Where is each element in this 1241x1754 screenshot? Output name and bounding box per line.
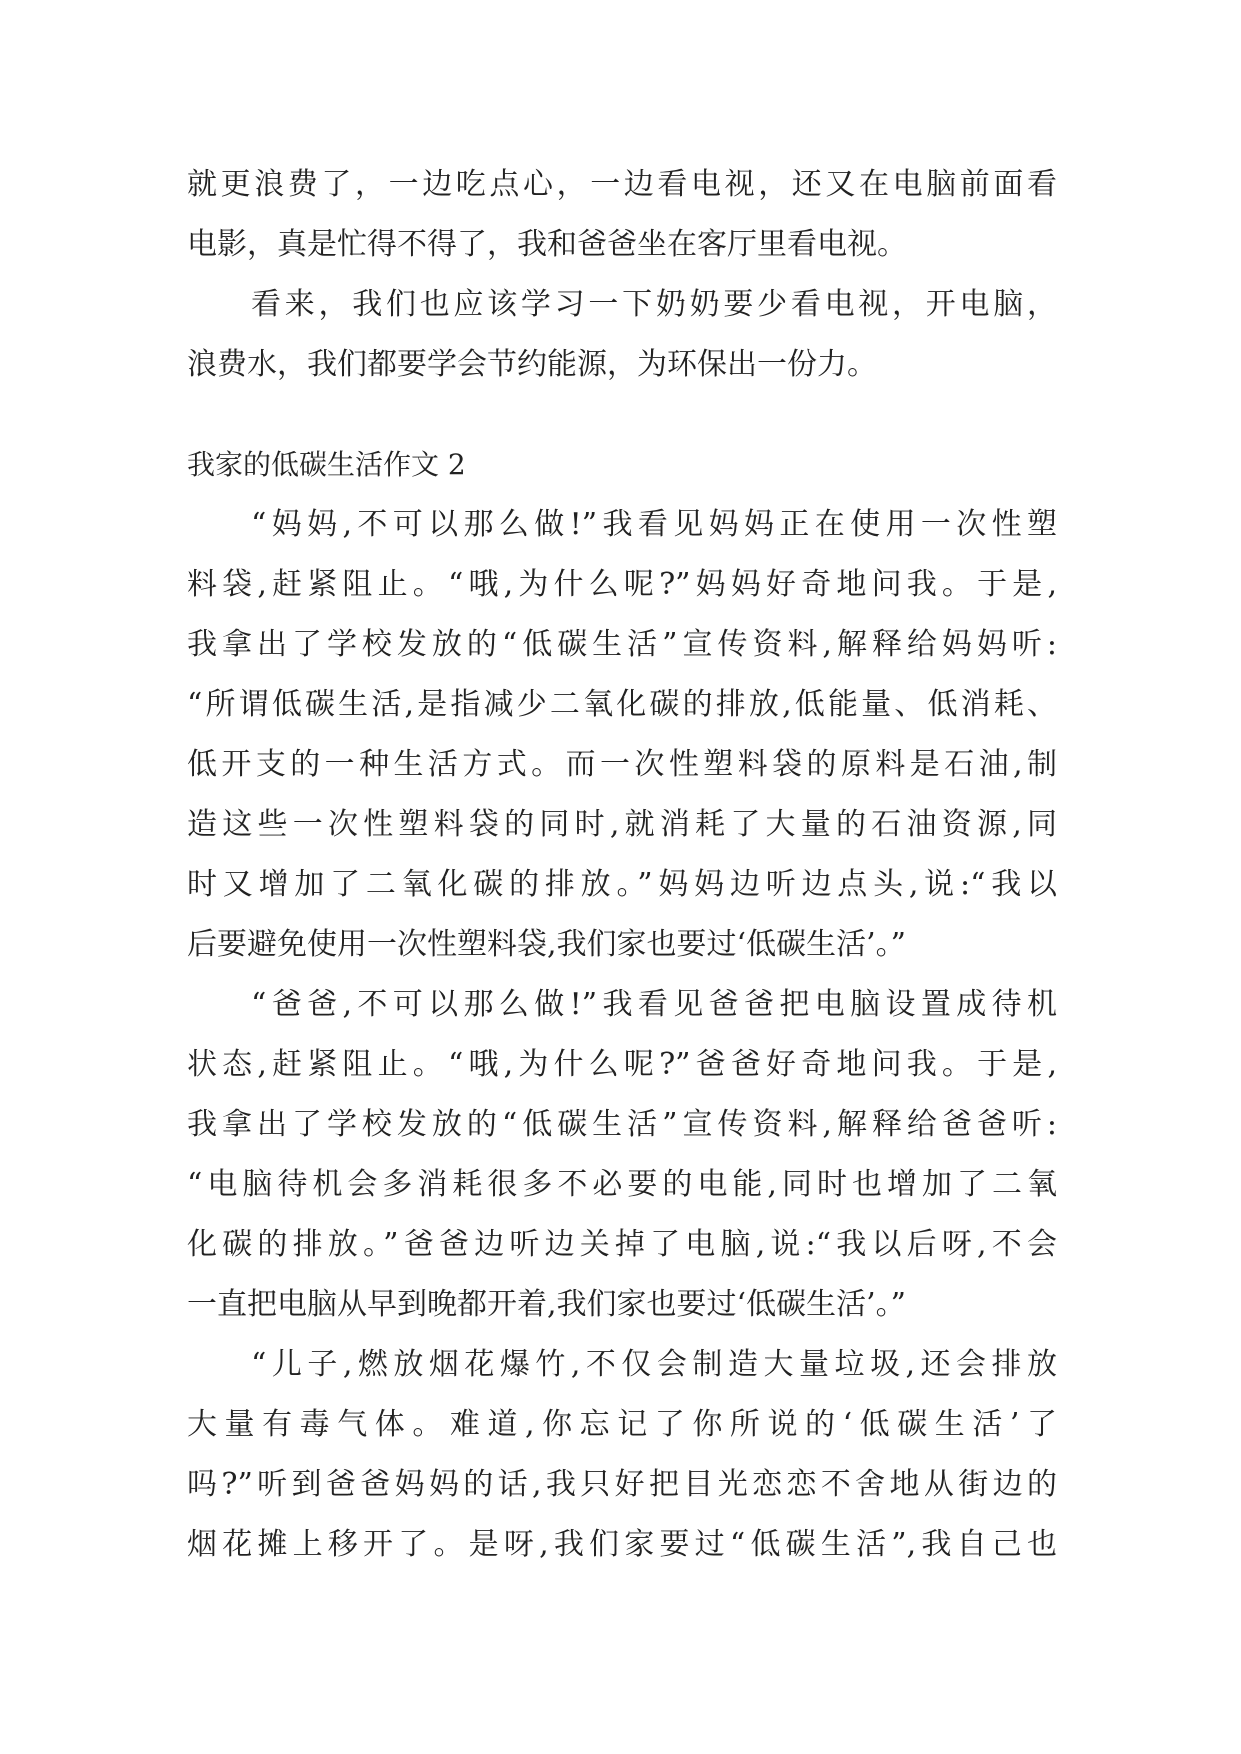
body-text-line: 烟花摊上移开了。是呀,我们家要过“低碳生活”,我自己也 (187, 1527, 1057, 1562)
body-text-line: “妈妈,不可以那么做!”我看见妈妈正在使用一次性塑 (251, 507, 1057, 542)
body-text-line: 大量有毒气体。难道,你忘记了你所说的‘低碳生活’了 (187, 1407, 1057, 1442)
body-text-line: “儿子,燃放烟花爆竹,不仅会制造大量垃圾,还会排放 (251, 1347, 1057, 1382)
essay-heading: 我家的低碳生活作文 2 (187, 448, 466, 481)
body-text-line: 就更浪费了，一边吃点心，一边看电视，还又在电脑前面看 (187, 167, 1057, 202)
body-text-line: 时又增加了二氧化碳的排放。”妈妈边听边点头,说:“我以 (187, 867, 1057, 902)
body-text-line: 看来，我们也应该学习一下奶奶要少看电视，开电脑， (251, 287, 1057, 322)
body-text-line: 状态,赶紧阻止。“哦,为什么呢?”爸爸好奇地问我。于是, (187, 1047, 1057, 1082)
body-text-line: 造这些一次性塑料袋的同时,就消耗了大量的石油资源,同 (187, 807, 1057, 842)
body-text-line: 化碳的排放。”爸爸边听边关掉了电脑,说:“我以后呀,不会 (187, 1227, 1057, 1262)
body-text-line: “电脑待机会多消耗很多不必要的电能,同时也增加了二氧 (187, 1167, 1057, 1202)
body-text-line: 一直把电脑从早到晚都开着,我们家也要过‘低碳生活’。” (187, 1287, 906, 1322)
body-text-line: 后要避免使用一次性塑料袋,我们家也要过‘低碳生活’。” (187, 927, 906, 962)
body-text-line: 电影，真是忙得不得了，我和爸爸坐在客厅里看电视。 (187, 227, 907, 262)
body-text-line: “爸爸,不可以那么做!”我看见爸爸把电脑设置成待机 (251, 987, 1057, 1022)
body-text-line: 我拿出了学校发放的“低碳生活”宣传资料,解释给爸爸听: (187, 1107, 1057, 1142)
body-text-line: 料袋,赶紧阻止。“哦,为什么呢?”妈妈好奇地问我。于是, (187, 567, 1057, 602)
body-text-line: 低开支的一种生活方式。而一次性塑料袋的原料是石油,制 (187, 747, 1057, 782)
body-text-line: 我拿出了学校发放的“低碳生活”宣传资料,解释给妈妈听: (187, 627, 1057, 662)
body-text-line: 浪费水，我们都要学会节约能源，为环保出一份力。 (187, 347, 877, 382)
body-text-line: 吗?”听到爸爸妈妈的话,我只好把目光恋恋不舍地从街边的 (187, 1467, 1057, 1502)
body-text-line: “所谓低碳生活,是指减少二氧化碳的排放,低能量、低消耗、 (187, 687, 1057, 722)
